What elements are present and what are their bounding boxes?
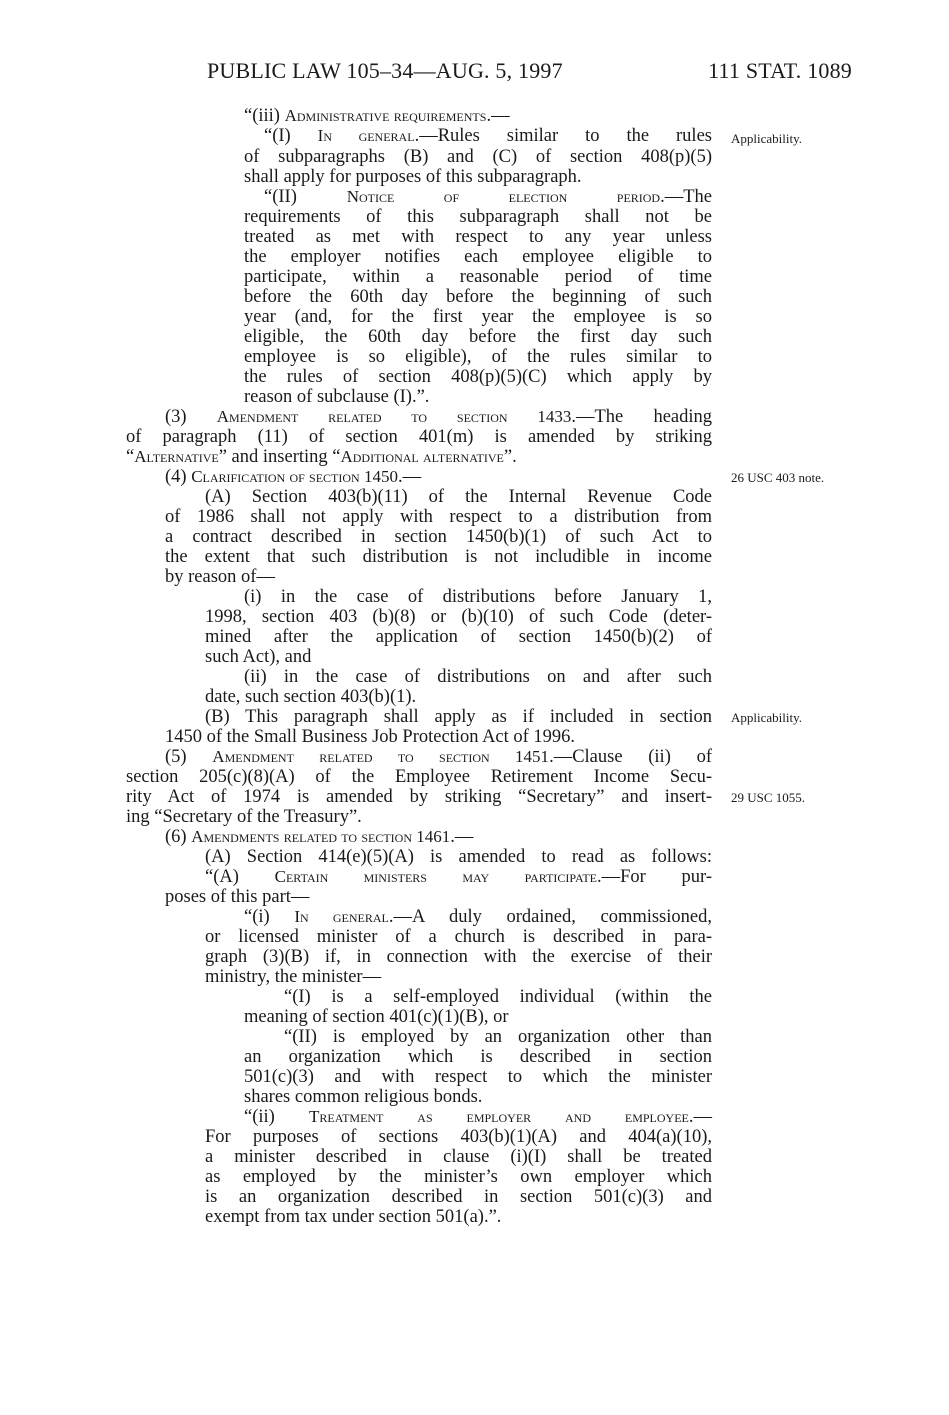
text-line: shares common religious bonds. — [244, 1087, 483, 1107]
text-line: requirements of this subparagraph shall not be — [244, 207, 712, 227]
text-line: 1998, section 403 (b)(8) or (b)(10) of such Code (deter- — [205, 607, 712, 627]
text-line: the rules of section 408(p)(5)(C) which apply by — [244, 367, 712, 387]
text-line: rity Act of 1974 is amended by striking “Secretary” and insert- — [126, 787, 712, 807]
text-line: the extent that such distribution is not includible in income — [165, 547, 712, 567]
text-line: the employer notifies each employee eligible to — [244, 247, 712, 267]
text-line: as employed by the minister’s own employer which — [205, 1167, 712, 1187]
text-line: 1450 of the Small Business Job Protection Act of 1996. — [165, 727, 576, 747]
text-line: “(A) Certain ministers may participate.—For pur- — [205, 867, 712, 887]
text-line: date, such section 403(b)(1). — [205, 687, 417, 707]
margin-note-usc-reference: 29 USC 1055. — [731, 790, 806, 805]
text-line: “Alternative” and inserting “Additional alternative”. — [126, 447, 517, 467]
text-line: section 205(c)(8)(A) of the Employee Retirement Income Secu- — [126, 767, 712, 787]
text-line: (i) in the case of distributions before January 1, — [244, 587, 712, 607]
text-line: “(ii) Treatment as employer and employee.— — [244, 1107, 712, 1127]
margin-note-applicability: Applicability. — [731, 710, 803, 725]
text-line: ministry, the minister— — [205, 967, 382, 987]
margin-note-usc-reference: 26 USC 403 note. — [731, 470, 825, 485]
text-line: before the 60th day before the beginning of such — [244, 287, 712, 307]
text-line: such Act), and — [205, 647, 312, 667]
text-line: (5) Amendment related to section 1451.—Clause (ii) of — [165, 747, 712, 767]
text-line: “(iii) Administrative requirements.— — [244, 106, 510, 126]
text-line: (ii) in the case of distributions on and after such — [244, 667, 712, 687]
text-line: an organization which is described in section — [244, 1047, 712, 1067]
margin-note-applicability: Applicability. — [731, 131, 803, 146]
text-line: of subparagraphs (B) and (C) of section 408(p)(5) — [244, 147, 712, 167]
text-line: (4) Clarification of section 1450.— — [165, 467, 422, 487]
text-line: of paragraph (11) of section 401(m) is amended by striking — [126, 427, 712, 447]
text-line: shall apply for purposes of this subparagraph. — [244, 167, 582, 187]
text-line: by reason of— — [165, 567, 275, 587]
text-line: reason of subclause (I).”. — [244, 387, 430, 407]
text-line: is an organization described in section 501(c)(3) and — [205, 1187, 712, 1207]
text-line: (A) Section 414(e)(5)(A) is amended to read as follows: — [205, 847, 712, 867]
text-line: a contract described in section 1450(b)(1) of such Act to — [165, 527, 712, 547]
text-line: of 1986 shall not apply with respect to a distribution from — [165, 507, 712, 527]
text-line: poses of this part— — [165, 887, 310, 907]
text-line: (6) Amendments related to section 1461.— — [165, 827, 474, 847]
text-line: For purposes of sections 403(b)(1)(A) and 404(a)(10), — [205, 1127, 712, 1147]
text-line: “(I) is a self-employed individual (within the — [284, 987, 712, 1007]
text-line: graph (3)(B) if, in connection with the exercise of their — [205, 947, 712, 967]
header-public-law: PUBLIC LAW 105–34—AUG. 5, 1997 — [207, 58, 563, 83]
text-line: (3) Amendment related to section 1433.—The heading — [165, 407, 713, 427]
text-line: ing “Secretary of the Treasury”. — [126, 807, 362, 827]
text-line: exempt from tax under section 501(a).”. — [205, 1207, 502, 1227]
text-line: “(II) Notice of election period.—The — [264, 187, 712, 207]
text-line: eligible, the 60th day before the first day such — [244, 327, 712, 347]
running-header — [207, 58, 852, 88]
text-line: (B) This paragraph shall apply as if included in section — [205, 707, 712, 727]
text-line: mined after the application of section 1450(b)(2) of — [205, 627, 712, 647]
text-line: meaning of section 401(c)(1)(B), or — [244, 1007, 509, 1027]
text-line: (A) Section 403(b)(11) of the Internal Revenue Code — [205, 487, 712, 507]
text-line: employee is so eligible), of the rules similar to — [244, 347, 712, 367]
text-line: year (and, for the first year the employee is so — [244, 307, 712, 327]
text-line: “(II) is employed by an organization other than — [284, 1027, 712, 1047]
text-line: 501(c)(3) and with respect to which the minister — [244, 1067, 712, 1087]
text-line: a minister described in clause (i)(I) shall be treated — [205, 1147, 712, 1167]
text-line: participate, within a reasonable period of time — [244, 267, 712, 287]
text-line: “(i) In general.—A duly ordained, commissioned, — [244, 907, 712, 927]
text-line: “(I) In general.—Rules similar to the rules — [264, 126, 712, 146]
header-statute-page: 111 STAT. 1089 — [708, 58, 852, 83]
text-line: or licensed minister of a church is described in para- — [205, 927, 712, 947]
text-line: treated as met with respect to any year unless — [244, 227, 712, 247]
